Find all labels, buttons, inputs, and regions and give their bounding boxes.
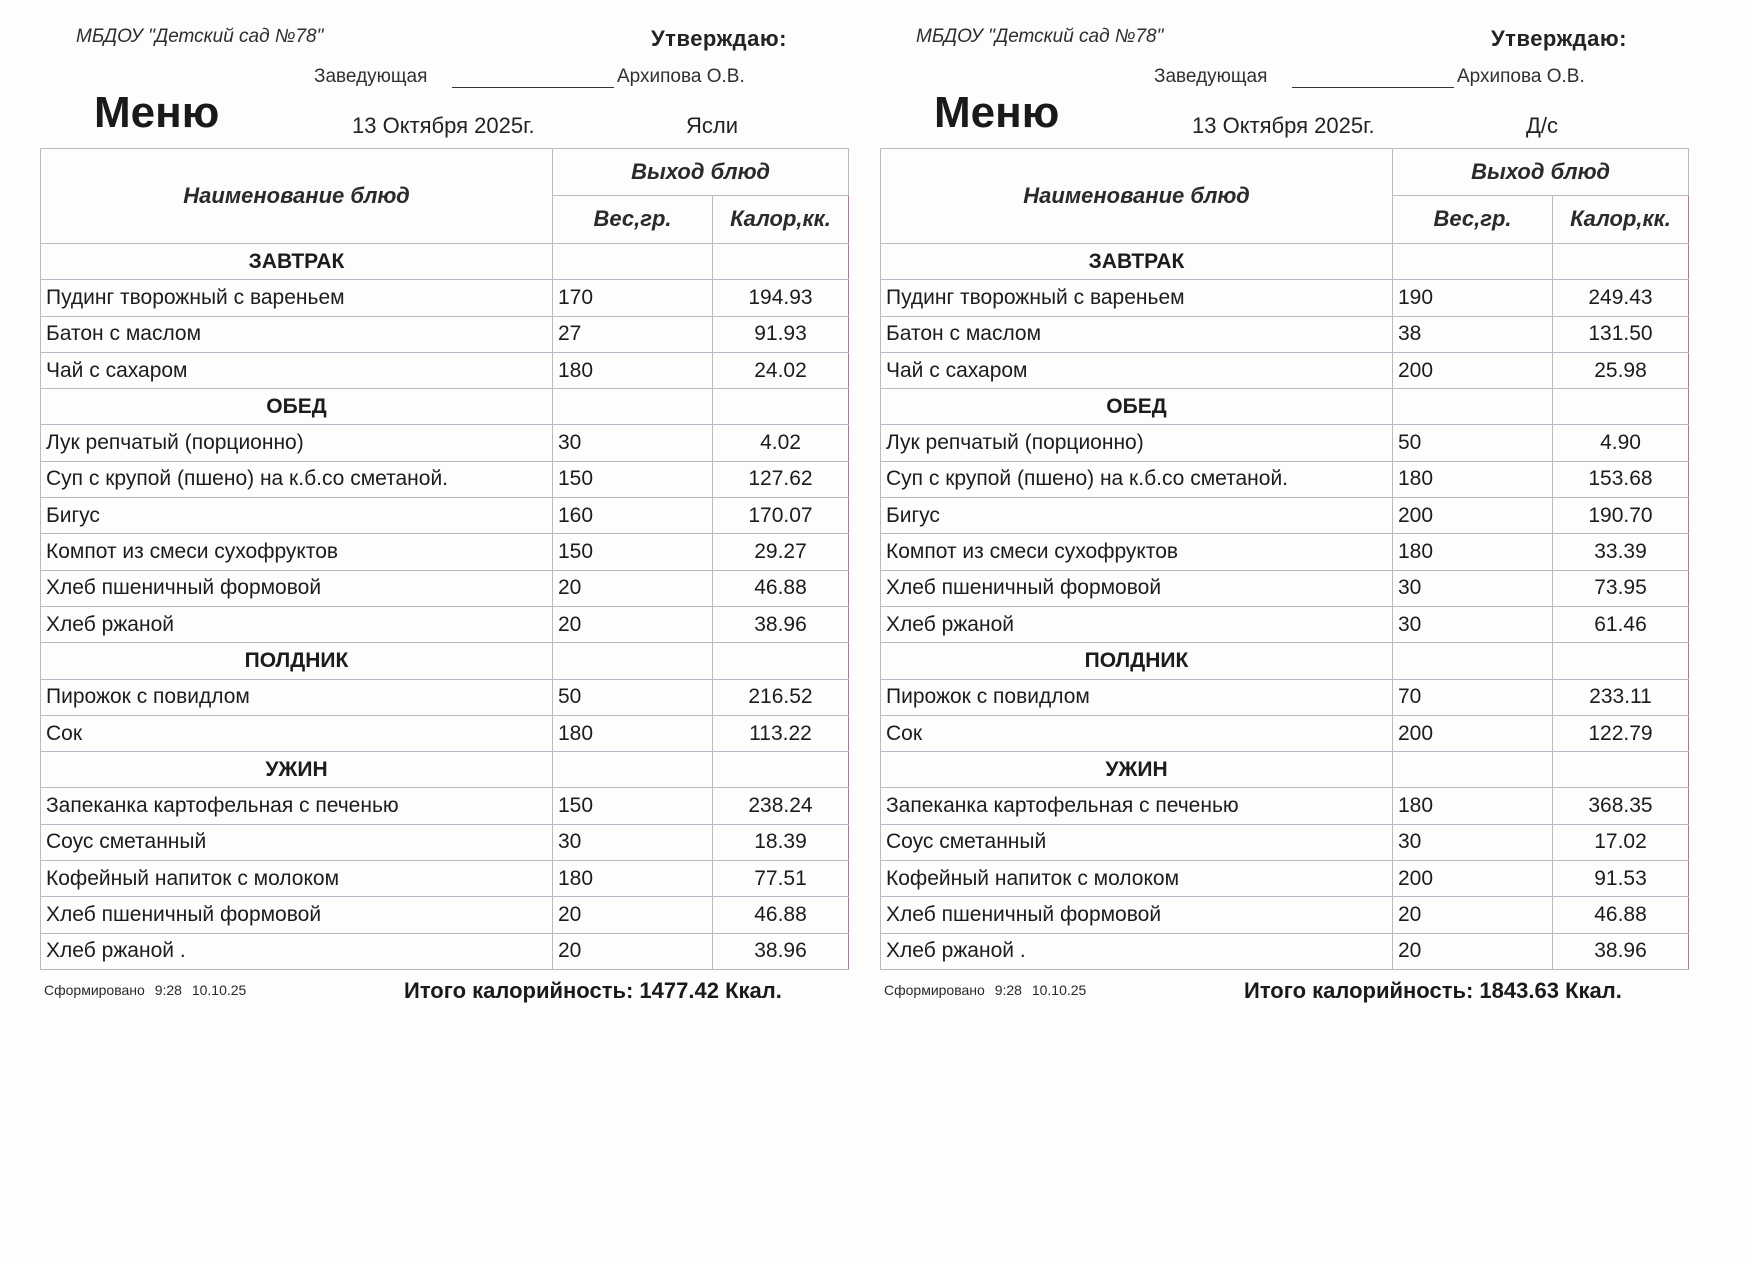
dish-name: Чай с сахаром (881, 352, 1393, 388)
section-row-snack (881, 643, 1689, 679)
dish-weight: 20 (1393, 933, 1553, 969)
dish-weight: 30 (553, 425, 713, 461)
table-row (41, 715, 849, 751)
approval-label: Утверждаю: (651, 26, 787, 51)
dish-kcal: 127.62 (713, 461, 849, 497)
dish-weight: 20 (553, 933, 713, 969)
menu-date: 13 Октября 2025г. (352, 113, 535, 138)
dish-name: Пирожок с повидлом (881, 679, 1393, 715)
dish-name: Кофейный напиток с молоком (881, 861, 1393, 897)
dish-weight: 160 (553, 498, 713, 534)
menu-sheet-kindergarten (876, 0, 1716, 1264)
table-row (41, 606, 849, 642)
dish-name: Компот из смеси сухофруктов (881, 534, 1393, 570)
table-row (41, 897, 849, 933)
dish-weight: 30 (1393, 570, 1553, 606)
dish-name: Пудинг творожный с вареньем (41, 280, 553, 316)
dish-name: Хлеб ржаной . (41, 933, 553, 969)
dish-kcal: 113.22 (713, 715, 849, 751)
total-calories: Итого калорийность: 1843.63 Ккал. (1244, 978, 1622, 1003)
column-header-weight: Вес,гр. (1393, 195, 1553, 243)
dish-kcal: 29.27 (713, 534, 849, 570)
formed-stamp (44, 982, 246, 998)
dish-weight: 20 (1393, 897, 1553, 933)
dish-kcal: 91.93 (713, 316, 849, 352)
dish-weight: 30 (1393, 824, 1553, 860)
signature-line (452, 87, 614, 88)
head-label: Заведующая (1154, 66, 1268, 87)
dish-weight: 50 (1393, 425, 1553, 461)
table-row (41, 352, 849, 388)
section-row-snack (41, 643, 849, 679)
dish-weight: 50 (553, 679, 713, 715)
formed-time: 9:28 (994, 982, 1022, 998)
dish-kcal: 61.46 (1553, 606, 1689, 642)
dish-kcal: 368.35 (1553, 788, 1689, 824)
dish-weight: 27 (553, 316, 713, 352)
table-row (881, 461, 1689, 497)
dish-weight: 70 (1393, 679, 1553, 715)
table-row (881, 352, 1689, 388)
table-row (881, 824, 1689, 860)
dish-weight: 180 (1393, 534, 1553, 570)
dish-weight: 20 (553, 897, 713, 933)
menu-date: 13 Октября 2025г. (1192, 113, 1375, 138)
formed-label: Сформировано (44, 982, 145, 998)
dish-kcal: 73.95 (1553, 570, 1689, 606)
approval-label: Утверждаю: (1491, 26, 1627, 51)
column-header-weight: Вес,гр. (553, 195, 713, 243)
dish-kcal: 122.79 (1553, 715, 1689, 751)
dish-weight: 180 (1393, 788, 1553, 824)
dish-kcal: 38.96 (713, 606, 849, 642)
dish-kcal: 46.88 (713, 897, 849, 933)
dish-kcal: 24.02 (713, 352, 849, 388)
table-row (881, 788, 1689, 824)
section-lunch: ОБЕД (41, 389, 553, 425)
dish-name: Соус сметанный (41, 824, 553, 860)
dish-kcal: 249.43 (1553, 280, 1689, 316)
dish-name: Хлеб ржаной (41, 606, 553, 642)
column-header-kcal: Калор,кк. (713, 195, 849, 243)
table-row (41, 534, 849, 570)
table-row (881, 498, 1689, 534)
table-row (881, 933, 1689, 969)
dish-weight: 180 (1393, 461, 1553, 497)
table-row (881, 679, 1689, 715)
section-lunch: ОБЕД (881, 389, 1393, 425)
dish-kcal: 233.11 (1553, 679, 1689, 715)
dish-name: Сок (41, 715, 553, 751)
dish-name: Батон с маслом (41, 316, 553, 352)
dish-weight: 20 (553, 570, 713, 606)
table-row (41, 425, 849, 461)
dish-weight: 200 (1393, 861, 1553, 897)
dish-kcal: 170.07 (713, 498, 849, 534)
organization-name: МБДОУ "Детский сад №78" (76, 26, 324, 47)
menu-table (40, 148, 849, 970)
dish-weight: 200 (1393, 715, 1553, 751)
dish-name: Хлеб пшеничный формовой (41, 570, 553, 606)
dish-kcal: 194.93 (713, 280, 849, 316)
table-row (41, 498, 849, 534)
dish-kcal: 33.39 (1553, 534, 1689, 570)
total-calories: Итого калорийность: 1477.42 Ккал. (404, 978, 782, 1003)
table-row (41, 280, 849, 316)
dish-weight: 200 (1393, 352, 1553, 388)
head-label: Заведующая (314, 66, 428, 87)
dish-name: Хлеб пшеничный формовой (881, 570, 1393, 606)
dish-weight: 30 (553, 824, 713, 860)
dish-name: Кофейный напиток с молоком (41, 861, 553, 897)
signature-line (1292, 87, 1454, 88)
section-row-breakfast (41, 244, 849, 280)
head-name: Архипова О.В. (617, 66, 745, 87)
dish-kcal: 17.02 (1553, 824, 1689, 860)
dish-weight: 150 (553, 534, 713, 570)
table-row (881, 861, 1689, 897)
dish-name: Лук репчатый (порционно) (881, 425, 1393, 461)
dish-name: Хлеб пшеничный формовой (881, 897, 1393, 933)
dish-name: Хлеб ржаной . (881, 933, 1393, 969)
table-row (41, 933, 849, 969)
dish-weight: 190 (1393, 280, 1553, 316)
section-row-breakfast (881, 244, 1689, 280)
formed-stamp (884, 982, 1086, 998)
dish-name: Запеканка картофельная с печенью (881, 788, 1393, 824)
dish-kcal: 4.02 (713, 425, 849, 461)
dish-weight: 180 (553, 715, 713, 751)
section-row-dinner (881, 752, 1689, 788)
table-row (41, 461, 849, 497)
section-dinner: УЖИН (881, 752, 1393, 788)
dish-kcal: 46.88 (1553, 897, 1689, 933)
dish-name: Пудинг творожный с вареньем (881, 280, 1393, 316)
section-row-lunch (41, 389, 849, 425)
dish-kcal: 18.39 (713, 824, 849, 860)
dish-name: Суп с крупой (пшено) на к.б.со сметаной. (41, 461, 553, 497)
dish-name: Суп с крупой (пшено) на к.б.со сметаной. (881, 461, 1393, 497)
section-snack: ПОЛДНИК (41, 643, 553, 679)
table-row (881, 606, 1689, 642)
head-name: Архипова О.В. (1457, 66, 1585, 87)
dish-weight: 180 (553, 861, 713, 897)
dish-weight: 38 (1393, 316, 1553, 352)
dish-name: Пирожок с повидлом (41, 679, 553, 715)
dish-kcal: 238.24 (713, 788, 849, 824)
column-header-output: Выход блюд (553, 149, 849, 196)
section-breakfast: ЗАВТРАК (41, 244, 553, 280)
dish-weight: 150 (553, 461, 713, 497)
table-row (881, 715, 1689, 751)
dish-kcal: 131.50 (1553, 316, 1689, 352)
dish-kcal: 77.51 (713, 861, 849, 897)
table-header-row (41, 149, 849, 196)
dish-name: Лук репчатый (порционно) (41, 425, 553, 461)
column-header-kcal: Калор,кк. (1553, 195, 1689, 243)
dish-name: Компот из смеси сухофруктов (41, 534, 553, 570)
table-row (41, 316, 849, 352)
dish-kcal: 38.96 (1553, 933, 1689, 969)
dish-kcal: 91.53 (1553, 861, 1689, 897)
table-row (881, 570, 1689, 606)
formed-date: 10.10.25 (191, 982, 247, 998)
section-row-dinner (41, 752, 849, 788)
formed-label: Сформировано (884, 982, 985, 998)
dish-kcal: 216.52 (713, 679, 849, 715)
dish-kcal: 153.68 (1553, 461, 1689, 497)
table-row (881, 425, 1689, 461)
table-row (41, 861, 849, 897)
dish-name: Бигус (881, 498, 1393, 534)
dish-name: Сок (881, 715, 1393, 751)
dish-name: Хлеб ржаной (881, 606, 1393, 642)
table-row (41, 679, 849, 715)
table-row (41, 788, 849, 824)
dish-name: Бигус (41, 498, 553, 534)
dish-name: Соус сметанный (881, 824, 1393, 860)
section-breakfast: ЗАВТРАК (881, 244, 1393, 280)
dish-name: Хлеб пшеничный формовой (41, 897, 553, 933)
menu-group: Ясли (686, 113, 739, 138)
table-row (41, 570, 849, 606)
menu-sheet-nursery (36, 0, 876, 1264)
dish-kcal: 190.70 (1553, 498, 1689, 534)
menu-title: Меню (94, 88, 220, 137)
table-row (881, 897, 1689, 933)
dish-kcal: 46.88 (713, 570, 849, 606)
table-header-row (881, 149, 1689, 196)
formed-time: 9:28 (154, 982, 182, 998)
formed-date: 10.10.25 (1031, 982, 1087, 998)
dish-name: Запеканка картофельная с печенью (41, 788, 553, 824)
dish-weight: 150 (553, 788, 713, 824)
dish-kcal: 25.98 (1553, 352, 1689, 388)
organization-name: МБДОУ "Детский сад №78" (916, 26, 1164, 47)
table-row (881, 280, 1689, 316)
dish-weight: 180 (553, 352, 713, 388)
column-header-name: Наименование блюд (881, 149, 1393, 244)
dish-name: Чай с сахаром (41, 352, 553, 388)
dish-weight: 30 (1393, 606, 1553, 642)
table-row (881, 534, 1689, 570)
menu-title: Меню (934, 88, 1060, 137)
menu-table (880, 148, 1689, 970)
table-row (41, 824, 849, 860)
menu-group: Д/с (1526, 113, 1559, 138)
column-header-output: Выход блюд (1393, 149, 1689, 196)
dish-weight: 20 (553, 606, 713, 642)
section-snack: ПОЛДНИК (881, 643, 1393, 679)
dish-weight: 200 (1393, 498, 1553, 534)
section-dinner: УЖИН (41, 752, 553, 788)
dish-kcal: 38.96 (713, 933, 849, 969)
dish-weight: 170 (553, 280, 713, 316)
dish-kcal: 4.90 (1553, 425, 1689, 461)
section-row-lunch (881, 389, 1689, 425)
dish-name: Батон с маслом (881, 316, 1393, 352)
table-row (881, 316, 1689, 352)
column-header-name: Наименование блюд (41, 149, 553, 244)
